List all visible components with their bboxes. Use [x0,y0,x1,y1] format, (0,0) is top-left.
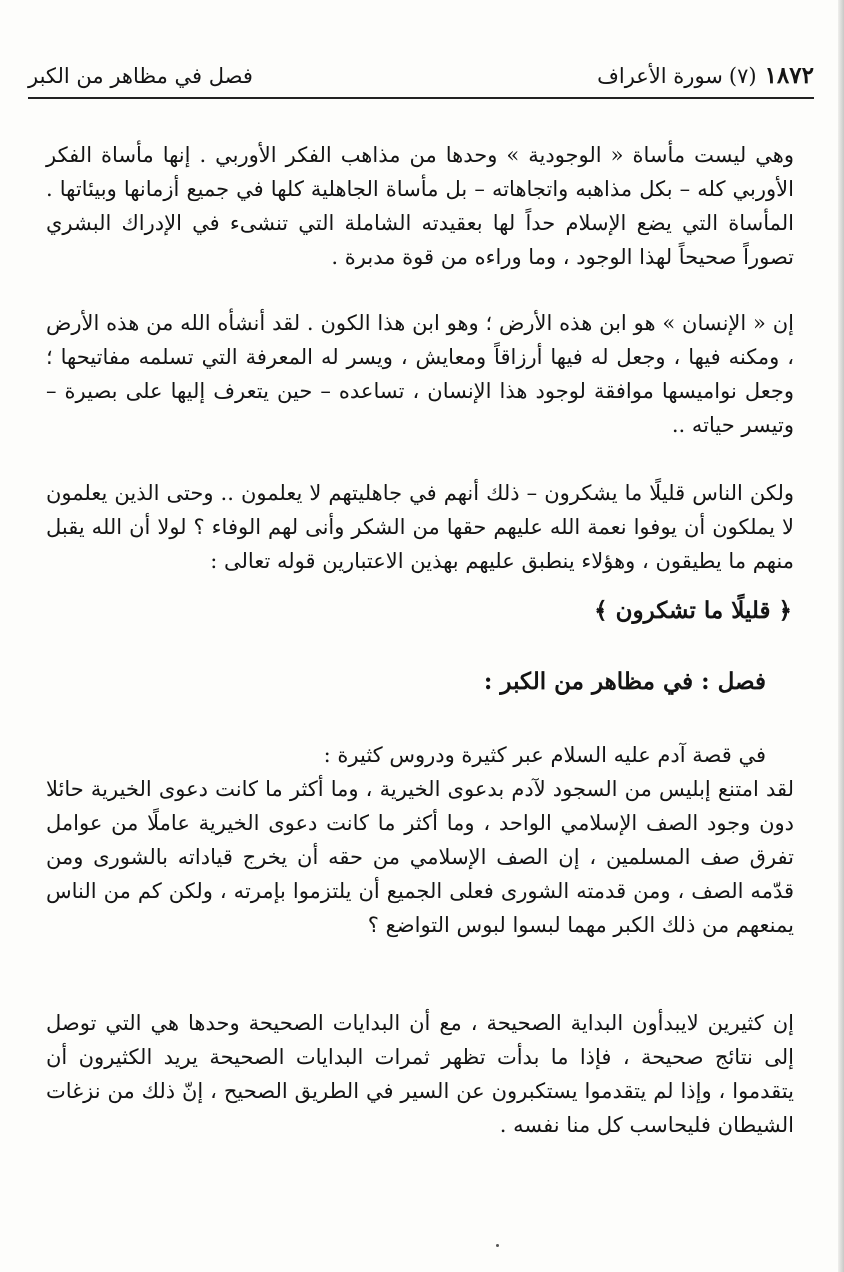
paragraph-2-text: إن « الإنسان » هو ابن هذه الأرض ؛ وهو ابن هذا الكون . لقد أنشأه الله من هذه الأرض ، ومكنه فيها ، وجعل له فيها أرزاقاً ومعايش ، ويسر له المعرفة التي تسلمه مفاتيحها ؛ وجعل نواميسها موافقة لوجود هذا الإنسان ، تساعده – حين يتعرف إليها على بصيرة – وتيسر حياته .. [46,311,794,437]
section-heading: فصل : في مظاهر من الكبر : [483,668,766,695]
sura-number: (٧) [728,64,757,88]
paragraph-5 [46,1006,794,1142]
page-speck [496,1244,499,1247]
paragraph-4-text: لقد امتنع إبليس من السجود لآدم بدعوى الخيرية ، وما أكثر ما كانت دعوى الخيرية حائلا دون وجود الصف الإسلامي الواحد ، وما أكثر ما كانت دعوى الخيرية عاملًا من عوامل تفرق صف المسلمين ، إن الصف الإسلامي من حقه أن يخرج قياداته بالشورى ومن قدّمه الصف ، ومن قدمته الشورى فعلى الجميع أن يلتزموا بإمرته ، ولكن كم من الناس يمنعهم من ذلك الكبر مهما لبسوا لبوس التواضع ؟ [46,777,794,937]
page-number: ١٨٧٢ [764,62,814,89]
sura-name: سورة الأعراف [597,64,723,88]
paragraph-1-text: وهي ليست مأساة « الوجودية » وحدها من مذاهب الفكر الأوربي . إنها مأساة الفكر الأوربي كله – بكل مذاهبه واتجاهاته – بل مأساة الجاهلية كلها في جميع أزمانها وبيئاتها . المأساة التي يضع الإسلام حداً لها بعقيدته الشاملة التي تنشىء في الإدراك البشري تصوراً صحيحاً لهذا الوجود ، وما وراءه من قوة مدبرة . [46,143,794,269]
section-intro-line: في قصة آدم عليه السلام عبر كثيرة ودروس كثيرة : [323,743,766,767]
paragraph-5-text: إن كثيرين لايبدأون البداية الصحيحة ، مع أن البدايات الصحيحة وحدها هي التي توصل إلى نتائج صحيحة ، فإذا ما بدأت تظهر ثمرات البدايات الصحيحة يريد الكثيرون أن يتقدموا ، وإذا لم يتقدموا يستكبرون عن السير في الطريق الصحيح ، إنّ ذلك من نزغات الشيطان فليحاسب كل منا نفسه . [46,1011,794,1137]
paragraph-3 [46,476,794,578]
page-header [28,58,814,98]
page-edge [838,0,844,1272]
paragraph-3-text: ولكن الناس قليلًا ما يشكرون – ذلك أنهم في جاهليتهم لا يعلمون .. وحتى الذين يعلمون لا يملكون أن يوفوا نعمة الله عليهم حقها من الشكر وأنى لهم الوفاء ؟ لولا أن الله يقبل منهم ما يطيقون ، وهؤلاء ينطبق عليهم بهذين الاعتبارين قوله تعالى : [46,481,794,573]
header-rule [28,97,814,99]
paragraph-4 [46,738,794,942]
paragraph-2 [46,306,794,442]
paragraph-1 [46,138,794,274]
running-head-sura [597,58,814,94]
quran-verse: ﴿ قليلًا ما تشكرون ﴾ [594,597,792,624]
running-head-chapter: فصل في مظاهر من الكبر [28,64,253,88]
